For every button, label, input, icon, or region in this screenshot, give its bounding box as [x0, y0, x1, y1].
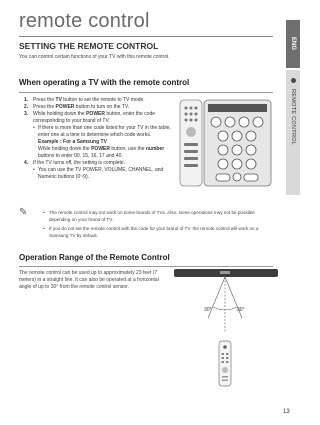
- tv-subsection-heading: When operating a TV with the remote control: [19, 78, 190, 87]
- step-text: Press the: [33, 97, 56, 103]
- bullet-available-buttons: [24, 167, 174, 181]
- bullet-text: If there is more than one code listed for your TV in the table, enter one at a time to determine which code works.: [38, 125, 171, 138]
- page-title: remote control: [19, 10, 150, 32]
- steps-list: [24, 97, 174, 181]
- step-4: [24, 160, 174, 167]
- step-key: POWER: [55, 104, 75, 110]
- example-text: buttons to enter 00, 15, 16, 17 and 40.: [38, 153, 123, 159]
- note-text: The remote control may not work on some brands of TVs. Also, some operations may not be possible depending on your brand of TV.: [49, 210, 255, 222]
- note-item: [19, 207, 273, 223]
- step-number: 1.: [24, 97, 29, 103]
- step-number: 4.: [24, 160, 29, 166]
- intro-text: You can control certain functions of your TV with this remote control.: [19, 54, 170, 60]
- page-number: 13: [283, 409, 290, 415]
- bullet-icon: •: [43, 226, 45, 231]
- step-text: button to turn on the TV.: [74, 104, 130, 110]
- step-number: 3.: [24, 111, 29, 117]
- step-1: [24, 97, 174, 104]
- example-text: button, use the: [109, 146, 146, 152]
- step-text: button, enter the code corresponding to your brand of TV.: [33, 111, 156, 124]
- side-tab-language-label: ENG: [290, 37, 296, 51]
- section-heading: SETTING THE REMOTE CONTROL: [19, 41, 159, 51]
- side-tab-section: [286, 70, 300, 195]
- remote-control-graphic: [219, 341, 231, 386]
- step-key: TV: [55, 97, 62, 103]
- side-tab-section-label: REMOTE CONTROL: [290, 89, 296, 146]
- operation-range-illustration: [170, 263, 280, 388]
- bullet-icon: •: [33, 167, 35, 173]
- angle-label-right: 30°: [237, 307, 245, 313]
- notes-block: [19, 207, 273, 242]
- remote-sensor: [220, 271, 230, 274]
- step-3: [24, 111, 174, 125]
- side-tab-language: [286, 20, 300, 68]
- note-icon: ✎: [19, 207, 28, 218]
- angle-label-left: 30°: [204, 307, 212, 313]
- side-tab-bullet-icon: [291, 78, 296, 83]
- example-text: While holding down the: [38, 146, 92, 152]
- range-heading: Operation Range of the Remote Control: [19, 253, 170, 262]
- tv-subsection-rule: [19, 92, 273, 93]
- remote-top-strip: [208, 104, 267, 112]
- step-text: Press the: [33, 104, 56, 110]
- range-text: The remote control can be used up to approximately 23 feet (7 meters) in a straight line. It can also be operated at a horizontal angle of up to 30° from the remote control sensor.: [19, 270, 159, 290]
- example-key: POWER: [91, 146, 110, 152]
- example-key: number: [145, 146, 165, 152]
- step-2: [24, 104, 174, 111]
- bullet-icon: •: [33, 125, 35, 131]
- step-number: 2.: [24, 104, 29, 110]
- bullet-icon: •: [43, 210, 45, 215]
- example-heading: Example : For a Samsung TV: [38, 139, 107, 145]
- example-body: [24, 146, 174, 160]
- note-text: If you do not set the remote control with the code for your brand of TV, the remote control will work on a Samsung TV by default.: [49, 226, 259, 238]
- step-text: button to set the remote to TV mode.: [61, 97, 145, 103]
- remote-keypad-illustration: [178, 98, 273, 188]
- bullet-text: You can use the TV POWER, VOLUME, CHANNEL, and Numeric buttons (0~9).: [38, 167, 164, 180]
- step-text: While holding down the: [33, 111, 87, 117]
- title-rule: [19, 36, 273, 37]
- note-item: [19, 226, 273, 239]
- step-text: If the TV turns off, the setting is complete.: [33, 160, 126, 166]
- step-key: POWER: [86, 111, 105, 117]
- bullet-multiple-codes: [24, 125, 174, 139]
